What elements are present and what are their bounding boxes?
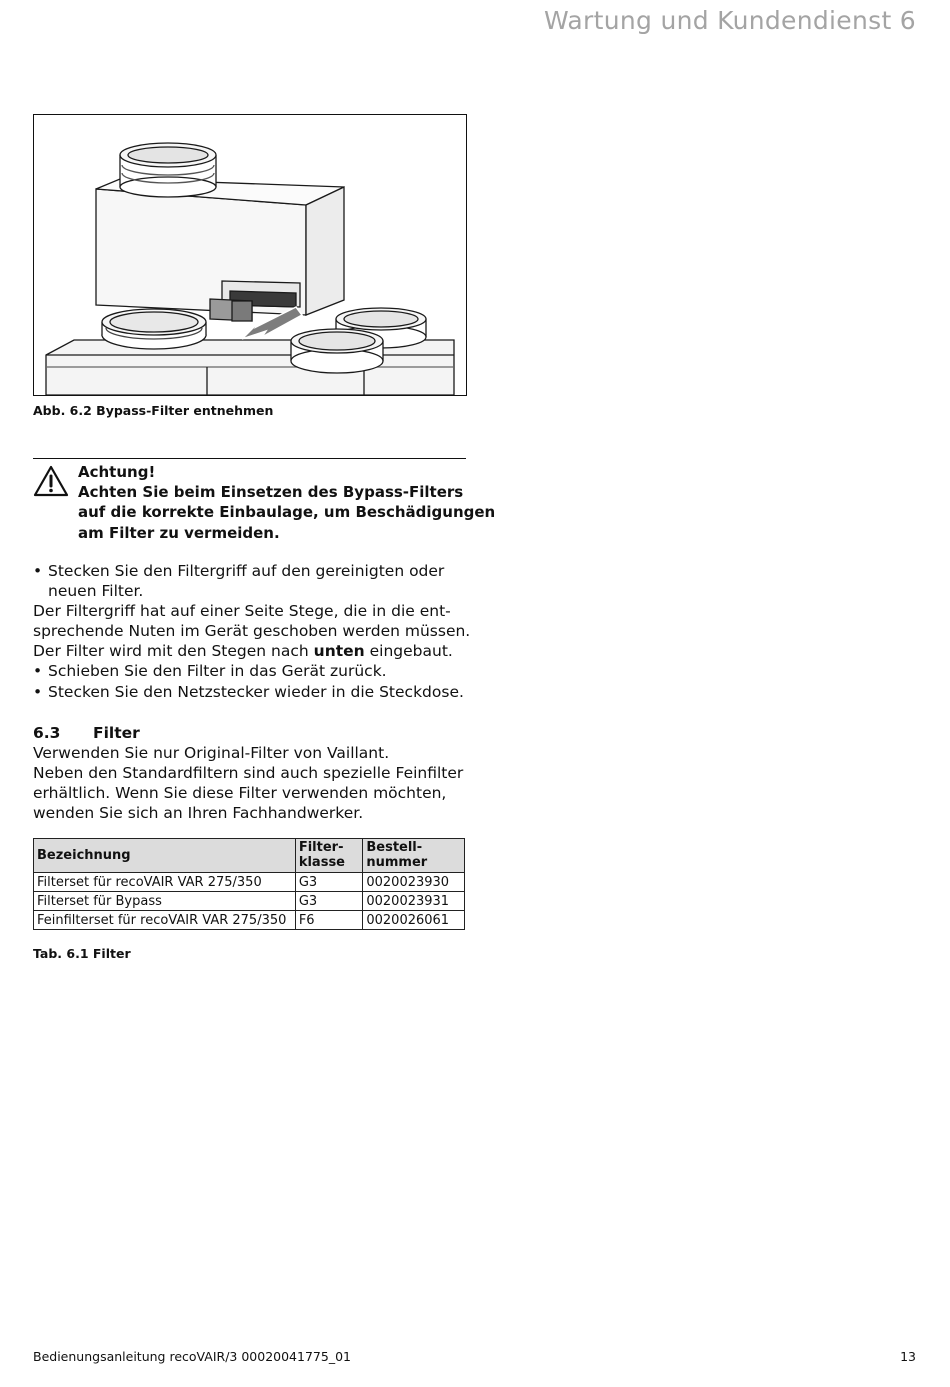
list-item-text: Stecken Sie den Filtergriff auf den gereinigten oder bbox=[48, 562, 445, 580]
filter-table bbox=[33, 838, 465, 930]
list-item bbox=[33, 661, 473, 681]
column-header: Bezeichnung bbox=[34, 839, 296, 873]
footer-document-title: Bedienungsanleitung recoVAIR/3 00020041775_01 bbox=[33, 1349, 351, 1364]
paragraph-line: Verwenden Sie nur Original-Filter von Vaillant. bbox=[33, 743, 390, 762]
page-number: 13 bbox=[900, 1349, 916, 1364]
column-header-line: Filter- bbox=[298, 840, 344, 855]
table-header-row bbox=[34, 839, 465, 873]
paragraph-line: Der Filtergriff hat auf einer Seite Stege, die in die ent- bbox=[33, 602, 451, 621]
section-title: Filter bbox=[93, 723, 140, 742]
table-cell: 0020023931 bbox=[363, 892, 465, 911]
bypass-filter-illustration bbox=[33, 114, 467, 396]
table-cell: Filterset für recoVAIR VAR 275/350 bbox=[34, 873, 296, 892]
table-row bbox=[34, 911, 465, 930]
table-cell: Filterset für Bypass bbox=[34, 892, 296, 911]
paragraph-line: Neben den Standardfiltern sind auch spezielle Feinfilter bbox=[33, 763, 464, 782]
text: Der Filter wird mit den Stegen nach bbox=[33, 642, 314, 661]
section-heading bbox=[33, 723, 473, 743]
text: eingebaut. bbox=[364, 642, 453, 661]
list-item-continuation: neuen Filter. bbox=[48, 582, 144, 601]
list-item-text: Schieben Sie den Filter in das Gerät zurück. bbox=[48, 662, 387, 681]
table-cell: G3 bbox=[295, 873, 363, 892]
bullet: • bbox=[33, 662, 43, 681]
bullet: • bbox=[33, 562, 43, 580]
warning-title: Achtung! bbox=[78, 463, 156, 481]
figure-caption: Abb. 6.2 Bypass-Filter entnehmen bbox=[33, 403, 274, 418]
warning-triangle-icon bbox=[33, 465, 69, 497]
instructions bbox=[33, 561, 473, 823]
list-item bbox=[33, 561, 473, 581]
list-item-text: Stecken Sie den Netzstecker wieder in die Steckdose. bbox=[48, 682, 464, 701]
table-cell: G3 bbox=[295, 892, 363, 911]
paragraph-line bbox=[33, 641, 473, 661]
paragraph-line: wenden Sie sich an Ihren Fachhandwerker. bbox=[33, 804, 364, 823]
column-header bbox=[363, 839, 465, 873]
table-row bbox=[34, 892, 465, 911]
table-cell: Feinfilterset für recoVAIR VAR 275/350 bbox=[34, 911, 296, 930]
paragraph-line: erhältlich. Wenn Sie diese Filter verwenden möchten, bbox=[33, 783, 447, 802]
table-cell: 0020026061 bbox=[363, 911, 465, 930]
section-number: 6.3 bbox=[33, 723, 61, 742]
table-caption: Tab. 6.1 Filter bbox=[33, 946, 131, 961]
warning-line: Achten Sie beim Einsetzen des Bypass-Filters bbox=[78, 483, 464, 502]
list-item bbox=[33, 682, 473, 702]
table-cell: 0020023930 bbox=[363, 873, 465, 892]
warning-line: am Filter zu vermeiden. bbox=[78, 523, 280, 542]
column-header-line: klasse bbox=[298, 855, 345, 870]
table-row bbox=[34, 873, 465, 892]
column-header-line: nummer bbox=[366, 855, 428, 870]
paragraph-line: sprechende Nuten im Gerät geschoben werden müssen. bbox=[33, 622, 471, 641]
column-header bbox=[295, 839, 363, 873]
chapter-header: Wartung und Kundendienst 6 bbox=[544, 6, 916, 35]
warning-box bbox=[33, 458, 496, 543]
column-header-line: Bestell- bbox=[366, 840, 423, 855]
emphasis-text: unten bbox=[313, 642, 365, 661]
table-cell: F6 bbox=[295, 911, 363, 930]
bullet: • bbox=[33, 682, 43, 701]
warning-line: auf die korrekte Einbaulage, um Beschädigungen bbox=[78, 503, 496, 522]
